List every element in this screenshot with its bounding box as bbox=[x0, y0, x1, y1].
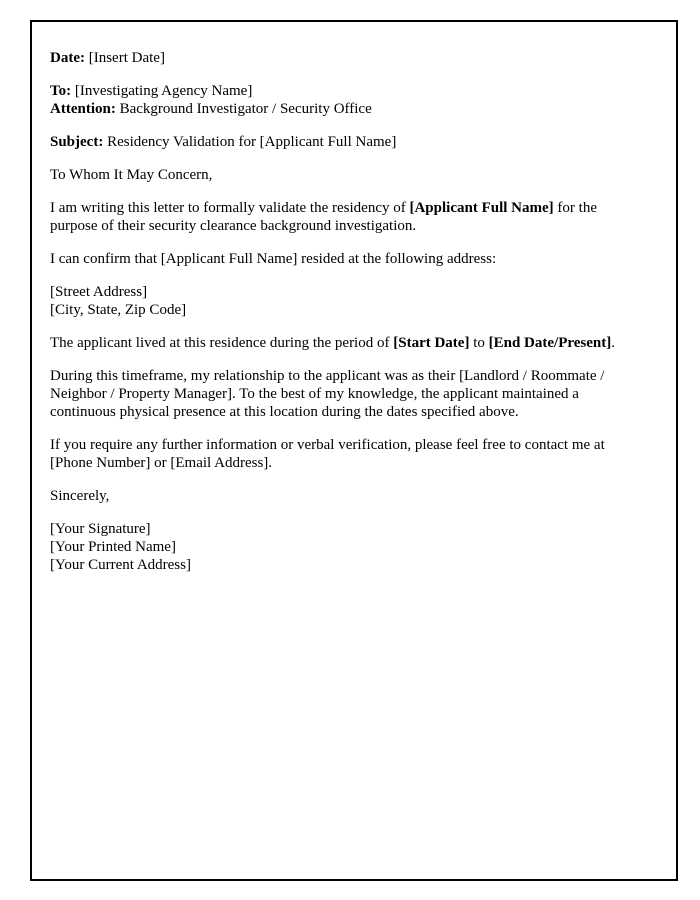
end-date-placeholder: [End Date/Present] bbox=[488, 335, 612, 351]
address-block bbox=[50, 283, 632, 319]
recipient-block bbox=[50, 82, 632, 118]
body-paragraph-1-post: for the purpose of their security clearance background investigation. bbox=[50, 200, 597, 234]
current-address-placeholder: [Your Current Address] bbox=[50, 557, 191, 573]
subject-value: Residency Validation for [Applicant Full Name] bbox=[103, 134, 397, 150]
body-paragraph-2: I can confirm that [Applicant Full Name] resided at the following address: bbox=[50, 251, 497, 267]
attention-label: Attention: bbox=[50, 101, 116, 117]
body-paragraph-1 bbox=[50, 199, 632, 235]
date-label: Date: bbox=[50, 50, 85, 66]
attention-value: Background Investigator / Security Office bbox=[115, 101, 372, 117]
body-paragraph-5: If you require any further information or verbal verification, please feel free to contact me at [Phone Number] or [Email Address]. bbox=[50, 437, 605, 471]
street-address-placeholder: [Street Address] bbox=[50, 284, 148, 300]
to-value: [Investigating Agency Name] bbox=[71, 83, 253, 99]
to-label: To: bbox=[50, 83, 72, 99]
letter-document bbox=[30, 20, 678, 881]
body-paragraph-1-pre: I am writing this letter to formally validate the residency of bbox=[50, 200, 410, 216]
body-paragraph-3-post: . bbox=[611, 335, 615, 351]
salutation: To Whom It May Concern, bbox=[50, 167, 213, 183]
body-paragraph-3-mid: to bbox=[469, 335, 489, 351]
city-state-zip-placeholder: [City, State, Zip Code] bbox=[50, 302, 187, 318]
subject-label: Subject: bbox=[50, 134, 104, 150]
date-value: [Insert Date] bbox=[84, 50, 165, 66]
signature-block bbox=[50, 520, 632, 574]
signature-placeholder: [Your Signature] bbox=[50, 521, 151, 537]
closing: Sincerely, bbox=[50, 488, 110, 504]
body-paragraph-4: During this timeframe, my relationship to the applicant was as their [Landlord / Roommate / Neighbor / Property Manager]. To the best of my knowledge, the applicant maintained a continuous physical presence at this location during the dates specified above. bbox=[50, 368, 605, 420]
date-line bbox=[50, 49, 632, 67]
start-date-placeholder: [Start Date] bbox=[393, 335, 470, 351]
printed-name-placeholder: [Your Printed Name] bbox=[50, 539, 176, 555]
body-paragraph-3-pre: The applicant lived at this residence during the period of bbox=[50, 335, 394, 351]
body-paragraph-3 bbox=[50, 334, 632, 352]
subject-line bbox=[50, 133, 632, 151]
applicant-name-placeholder: [Applicant Full Name] bbox=[409, 200, 554, 216]
